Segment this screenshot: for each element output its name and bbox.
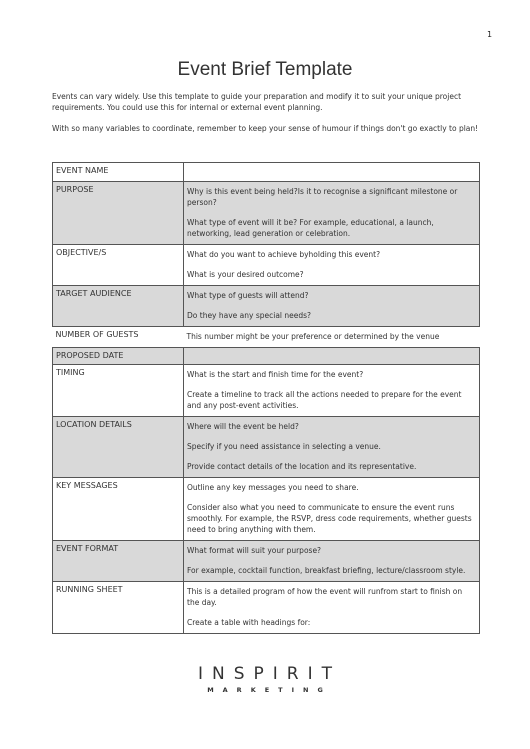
row-label: KEY MESSAGES (53, 478, 184, 541)
row-content (184, 478, 480, 541)
row-label: OBJECTIVE/S (53, 245, 184, 286)
row-label: NUMBER OF GUESTS (53, 327, 184, 348)
row-content (184, 182, 480, 245)
row-content (184, 327, 480, 348)
row-content-line: What do you want to achieve byholding this event? (187, 250, 381, 259)
page-title: Event Brief Template (177, 59, 353, 80)
table-row (53, 245, 480, 286)
row-content (184, 541, 480, 582)
row-content-line: Consider also what you need to communicate to ensure the event runs smoothly. For example, the RSVP, dress code requirements, whether guests need to bring anything with them. (187, 503, 472, 534)
table-row (53, 182, 480, 245)
table-row (53, 327, 480, 348)
event-brief-table (52, 162, 480, 634)
row-content (184, 365, 480, 417)
row-content-line: What type of guests will attend? (187, 291, 309, 300)
row-label: RUNNING SHEET (53, 582, 184, 634)
row-content (184, 417, 480, 478)
row-content (184, 163, 480, 182)
row-label: PROPOSED DATE (53, 348, 184, 365)
row-label: PURPOSE (53, 182, 184, 245)
row-label: EVENT NAME (53, 163, 184, 182)
row-content-line: Where will the event be held? (187, 422, 299, 431)
row-content-line: Why is this event being held?Is it to recognise a significant milestone or person? (187, 187, 458, 207)
row-content (184, 582, 480, 634)
logo-tagline: MARKETING (207, 686, 332, 694)
row-content-line: Create a timeline to track all the actions needed to prepare for the event and any post-event activities. (187, 390, 462, 410)
row-content-line: Provide contact details of the location and its representative. (187, 462, 417, 471)
row-label: EVENT FORMAT (53, 541, 184, 582)
row-label: LOCATION DETAILS (53, 417, 184, 478)
table-row (53, 582, 480, 634)
row-label: TARGET AUDIENCE (53, 286, 184, 327)
row-content-line: What is your desired outcome? (187, 270, 304, 279)
row-content-line: Do they have any special needs? (187, 311, 312, 320)
row-content-line: This number might be your preference or determined by the venue (186, 332, 440, 341)
row-content-line: Outline any key messages you need to share. (187, 483, 359, 492)
intro-paragraph: With so many variables to coordinate, remember to keep your sense of humour if things don't go exactly to plan! (52, 124, 479, 133)
row-content-line: What is the start and finish time for the event? (187, 370, 364, 379)
table-row (53, 541, 480, 582)
row-content-line: What format will suit your purpose? (187, 546, 322, 555)
row-content-line: This is a detailed program of how the event will runfrom start to finish on the day. (187, 587, 463, 607)
row-label: TIMING (53, 365, 184, 417)
inspirit-marketing-logo (0, 664, 530, 694)
table-row (53, 478, 480, 541)
table-row (53, 417, 480, 478)
table-row (53, 348, 480, 365)
row-content-line: What type of event will it be? For example, educational, a launch, networking, lead generation or celebration. (187, 218, 434, 238)
table-row (53, 163, 480, 182)
table-row (53, 286, 480, 327)
row-content-line: Create a table with headings for: (187, 618, 311, 627)
page-number: 1 (487, 30, 493, 39)
table-row (53, 365, 480, 417)
intro-paragraph: Events can vary widely. Use this template to guide your preparation and modify it to suit your unique project requirements. You could use this for internal or external event planning. (52, 92, 462, 112)
logo-wordmark: INSPIRIT (198, 664, 341, 684)
row-content (184, 245, 480, 286)
row-content (184, 286, 480, 327)
row-content-line: For example, cocktail function, breakfast briefing, lecture/classroom style. (187, 566, 466, 575)
row-content (184, 348, 480, 365)
row-content-line: Specify if you need assistance in selecting a venue. (187, 442, 381, 451)
